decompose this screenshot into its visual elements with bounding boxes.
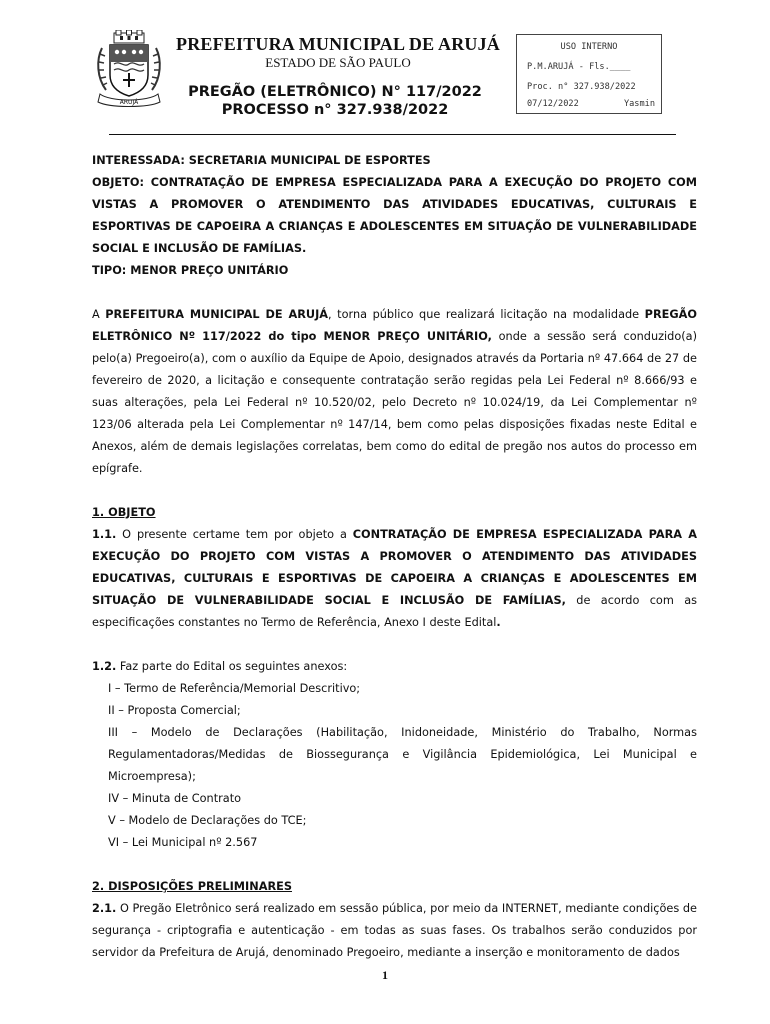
tipo-line: TIPO: MENOR PREÇO UNITÁRIO [92,264,289,277]
page-number: 1 [382,968,388,982]
preamble-text: , torna público que realizará licitação na modalidade [328,308,645,321]
clause-number: 2.1. [92,902,117,915]
section-heading-objeto: 1. OBJETO [92,506,156,519]
clause-number: 1.1. [92,528,117,541]
preamble-bold-pregao: PREGÃO ELETRÔNICO Nº 117/2022 do tipo MENOR PREÇO UNITÁRIO, [92,308,697,343]
annex-item: II – Proposta Comercial; [108,704,241,717]
stamp-label: USO INTERNO [560,42,618,52]
preamble-paragraph [92,304,697,480]
annex-item: V – Modelo de Declarações do TCE; [108,814,307,827]
preamble-bold-org: PREFEITURA MUNICIPAL DE ARUJÁ [105,308,329,321]
prefeitura-title: PREFEITURA MUNICIPAL DE ARUJÁ [176,34,500,54]
clause-text: O Pregão Eletrônico será realizado em sessão pública, por meio da INTERNET, mediante condições de segurança - criptografia e autenticação - em todas as suas fases. Os trabalhos serão conduzidos por servidor da Prefeitura de Arujá, denominado Pregoeiro, mediante a inserção e monitoramento de dados [92,902,697,959]
clause-1-1 [92,524,697,634]
pregao-title-block [170,83,500,119]
svg-text:ARUJÁ: ARUJÁ [119,99,139,106]
annex-item: IV – Minuta de Contrato [108,792,242,805]
objeto-paragraph: OBJETO: CONTRATAÇÃO DE EMPRESA ESPECIALIZADA PARA A EXECUÇÃO DO PROJETO COM VISTAS A PROMOVER O ATENDIMENTO DAS ATIVIDADES EDUCATIVAS, CULTURAIS E ESPORTIVAS DE CAPOEIRA A CRIANÇAS E ADOLESCENTES EM SITUAÇÃO DE VULNERABILIDADE SOCIAL E INCLUSÃO DE FAMÍLIAS. [92,176,697,255]
pregao-number: PREGÃO (ELETRÔNICO) N° 117/2022 [188,84,482,100]
annex-item: VI – Lei Municipal nº 2.567 [108,836,258,849]
internal-use-stamp [516,34,662,114]
clause-bold-object: CONTRATAÇÃO DE EMPRESA ESPECIALIZADA PARA A EXECUÇÃO DO PROJETO COM VISTAS A PROMOVER O ATENDIMENTO DAS ATIVIDADES EDUCATIVAS, CULTURAIS E ESPORTIVAS DE CAPOEIRA A CRIANÇAS E ADOLESCENTES EM SITUAÇÃO DE VULNERABILIDADE SOCIAL E INCLUSÃO DE FAMÍLIAS, [92,528,697,607]
header-divider [109,134,676,135]
clause-number: 1.2. [92,660,117,673]
interessada-line: INTERESSADA: SECRETARIA MUNICIPAL DE ESPORTES [92,154,431,167]
clause-text: Faz parte do Edital os seguintes anexos: [116,660,348,673]
preamble-text: onde a sessão será conduzido(a) pelo(a) Pregoeiro(a), com o auxílio da Equipe de Apoio, designados através da Portaria nº 47.664 de 27 de fevereiro de 2020, a licitação e consequente contratação serão regidas pela Lei Federal nº 8.666/93 e suas alterações, pela Lei Federal nº 10.520/02, pelo Decreto nº 10.024/19, da Lei Complementar nº 123/06 alterada pela Lei Complementar nº 147/14, bem como pelas disposições fixadas neste Edital e Anexos, além de demais legislações correlatas, bem como do edital de pregão nos autos do processo em epígrafe. [92,330,697,475]
stamp-date: 07/12/2022 [527,99,579,109]
clause-text: O presente certame tem por objeto a [116,528,353,541]
stamp-user: Yasmin [623,99,655,109]
clause-2-1 [92,898,697,964]
document-body [92,150,697,964]
clause-text: de acordo com as especificações constantes no Termo de Referência, Anexo I deste Edital [92,594,697,629]
clause-end: . [496,616,501,629]
state-subtitle: ESTADO DE SÃO PAULO [265,55,411,70]
annex-item: III – Modelo de Declarações (Habilitação, Inidoneidade, Ministério do Trabalho, Normas Regulamentadoras/Medidas de Biossegurança e Vigilância Epidemiológica, Lei Municipal e Microempresa); [108,726,697,783]
coat-of-arms-icon [94,30,164,108]
processo-number: PROCESSO n° 327.938/2022 [221,102,449,118]
annex-item: I – Termo de Referência/Memorial Descritivo; [108,682,361,695]
stamp-folio: P.M.ARUJÁ - Fls.____ [527,62,631,72]
clause-1-2 [92,656,697,678]
preamble-text: A [92,308,106,321]
stamp-process: Proc. n° 327.938/2022 [527,82,636,92]
section-heading-disposicoes: 2. DISPOSIÇÕES PRELIMINARES [92,880,292,893]
